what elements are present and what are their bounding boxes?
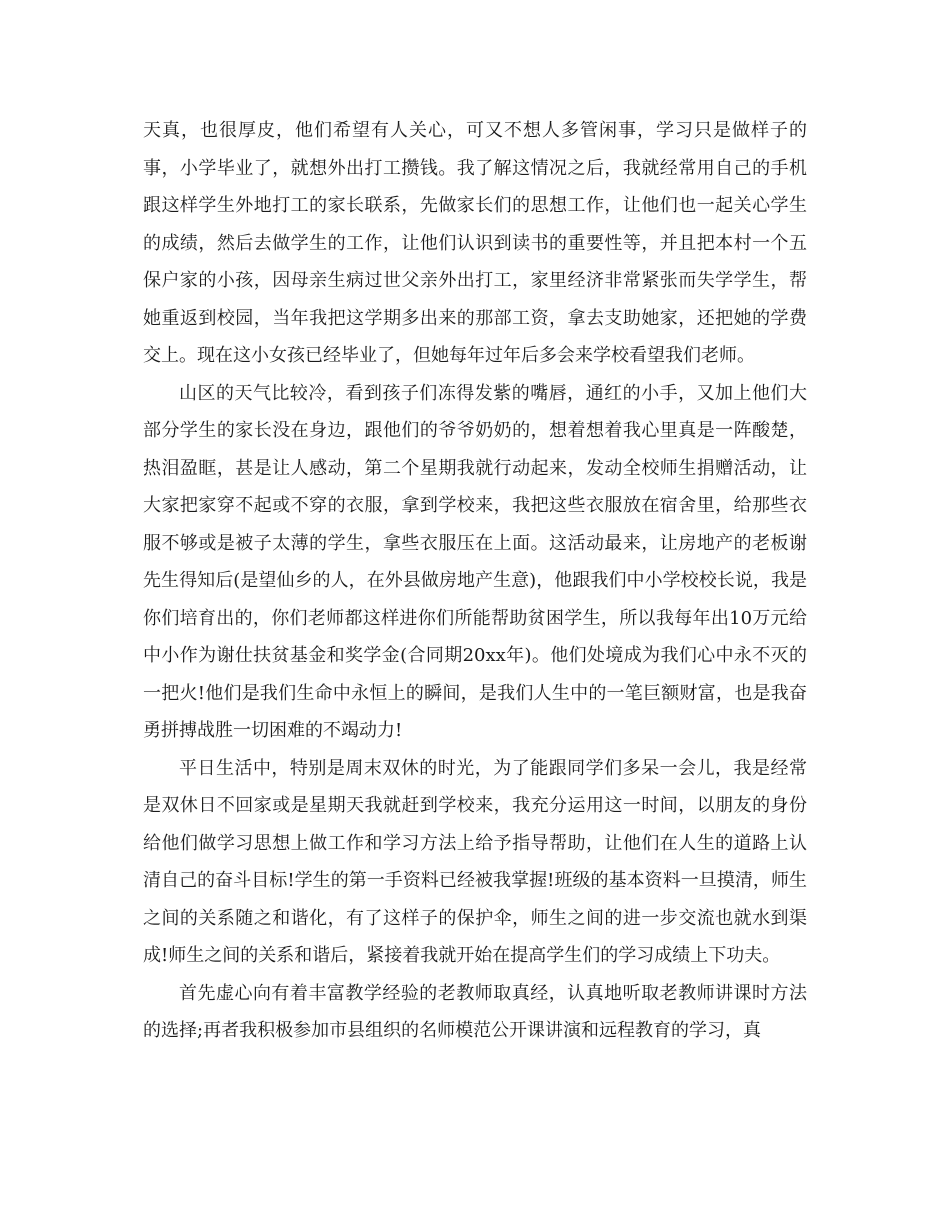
paragraph-3: 平日生活中，特别是周末双休的时光，为了能跟同学们多呆一会儿，我是经常是双休日不回家或是星期天我就赶到学校来，我充分运用这一时间，以朋友的身份给他们做学习思想上做工作和学习方法上给予指导帮助，让他们在人生的道路上认清自己的奋斗目标!学生的第一手资料已经被我掌握!班级的基本资料一旦摸清，师生之间的关系随之和谐化，有了这样子的保护伞，师生之间的进一步交流也就水到渠成!师生之间的关系和谐后，紧接着我就开始在提高学生们的学习成绩上下功夫。 — [143, 757, 807, 966]
document-body — [143, 112, 807, 1050]
paragraph-1: 天真，也很厚皮，他们希望有人关心，可又不想人多管闲事，学习只是做样子的事，小学毕业了，就想外出打工攒钱。我了解这情况之后，我就经常用自己的手机跟这样学生外地打工的家长联系，先做家长们的思想工作，让他们也一起关心学生的成绩，然后去做学生的工作，让他们认识到读书的重要性等，并且把本村一个五保户家的小孩，因母亲生病过世父亲外出打工，家里经济非常紧张而失学学生，帮她重返到校园，当年我把这学期多出来的那部工资，拿去支助她家，还把她的学费交上。现在这小女孩已经毕业了，但她每年过年后多会来学校看望我们老师。 — [143, 120, 807, 366]
paragraph-2: 山区的天气比较冷，看到孩子们冻得发紫的嘴唇，通红的小手，又加上他们大部分学生的家长没在身边，跟他们的爷爷奶奶的，想着想着我心里真是一阵酸楚，热泪盈眶，甚是让人感动，第二个星期我就行动起来，发动全校师生捐赠活动，让大家把家穿不起或不穿的衣服，拿到学校来，我把这些衣服放在宿舍里，给那些衣服不够或是被子太薄的学生，拿些衣服压在上面。这活动最来，让房地产的老板谢先生得知后(是望仙乡的人，在外县做房地产生意)，他跟我们中小学校校长说，我是你们培育出的，你们老师都这样进你们所能帮助贫困学生，所以我每年出10万元给中小作为谢仕扶贫基金和奖学金(合同期20xx年)。他们处境成为我们心中永不灭的一把火!他们是我们生命中永恒上的瞬间，是我们人生中的一笔巨额财富，也是我奋勇拼搏战胜一切困难的不竭动力! — [143, 382, 807, 741]
paragraph-4: 首先虚心向有着丰富教学经验的老教师取真经，认真地听取老教师讲课时方法的选择;再者我积极参加市县组织的名师模范公开课讲演和远程教育的学习，真 — [143, 982, 807, 1041]
